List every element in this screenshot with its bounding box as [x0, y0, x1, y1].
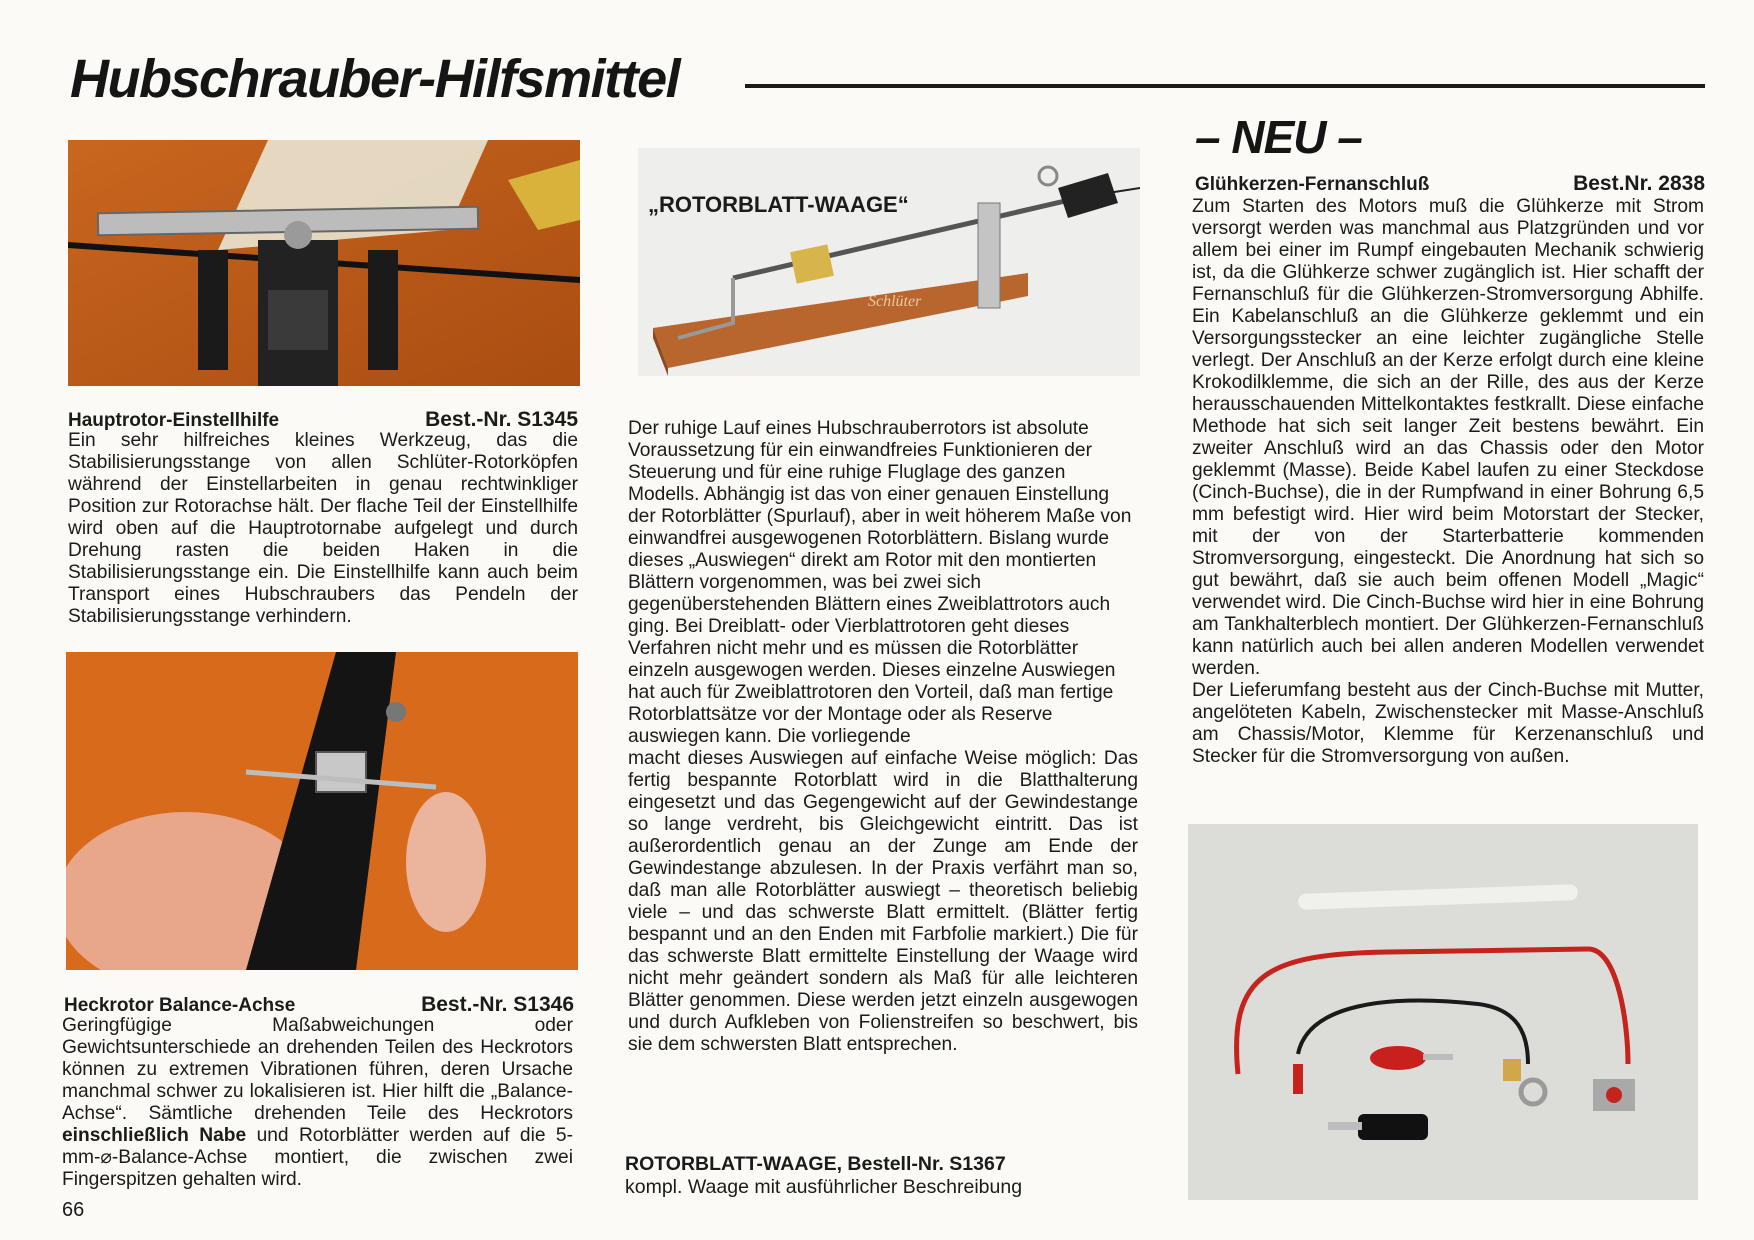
waage-description: Der ruhige Lauf eines Hubschrauberrotors ist absolute Voraussetzung für ein einwandfreies Funktionieren der Steuerung und für eine ruhige Fluglage des ganzen Modells. Abhängig ist das von einer genauen Einstellung der Rotorblätter (Spurlauf), aber in weit höherem Maße von einwandfrei ausgewogenen Rotorblättern. Bislang wurde dieses „Auswiegen“ direkt am Rotor mit den montierten Blättern vorgenommen, was bei zwei sich gegenüberstehenden Blättern eines Zweiblattrotors auch ging. Bei Dreiblatt- oder Vierblattrotoren geht dieses Verfahren nicht mehr und es müssen die Rotorblätter einzeln ausgewogen werden. Dieses einzelne Auswiegen hat auch für Zweiblattrotoren den Vorteil, daß man fertige Rotorblattsätze vor der Montage oder als Reserve auswiegen kann. Die vorliegende macht dieses Auswiegen auf einfache Weise möglich: Das fertig bespannte Rotorblatt wird in die Blatthalterung eingesetzt und das Gegengewicht auf der Gewindestange so lange verdreht, bis Gleichgewicht eintritt. Das ist außerordentlich genau an der Zunge am Ende der Gewindestange abzulesen. In der Praxis verfährt man so, daß man alle Rotorblätter auswiegt – theoretisch beliebig viele – und das schwerste Blatt ermittelt. (Blätter fertig bespannt und an den Enden mit Farbfolie markiert.) Die für das schwerste Blatt ermittelte Einstellung der Waage wird nicht mehr geändert sondern als Maß für alle leichteren Blätter genommen. Diese werden jetzt einzeln ausgewogen und durch Aufkleben von Folienstreifen so beschwert, bis sie dem schwersten Blatt entsprechen.: [628, 418, 1138, 1055]
waage-brand-label: Schlüter: [868, 293, 922, 310]
photo-heckrotor-balance-achse: [66, 652, 578, 970]
product-name: Hauptrotor-Einstellhilfe: [68, 410, 280, 431]
waage-order-desc: kompl. Waage mit ausführlicher Beschreibung: [625, 1176, 1023, 1198]
photo-gluehkerzen-fernanschluss: [1188, 824, 1698, 1200]
product-name: Heckrotor Balance-Achse: [64, 995, 296, 1016]
order-number: Best.-Nr. S1346: [421, 993, 574, 1016]
waage-photo-label: „ROTORBLATT-WAAGE“: [648, 192, 909, 217]
waage-order-line: ROTORBLATT-WAAGE, Bestell-Nr. S1367: [625, 1153, 1006, 1175]
gluehkerzen-description: Zum Starten des Motors muß die Glühkerze mit Strom versorgt werden was manchmal aus Platzgründen und vor allem bei einer im Rumpf eingebauten Mechanik schwierig ist, da die Glühkerze schwer zugänglich ist. Hier schafft der Fernanschluß für die Glühkerzen-Stromversorgung Abhilfe. Ein Kabelanschluß an die Glühkerze geklemmt und ein Versorgungsstecker an eine leichter zugängliche Stelle verlegt. Der Anschluß an der Kerze erfolgt durch eine kleine Krokodilklemme, die sich an der Rille, des aus der Kerze herausschauenden Mittelkontaktes festkrallt. Diese einfache Methode hat sich seit langer Zeit bestens bewährt. Ein zweiter Anschluß wird an das Chassis oder den Motor geklemmt (Masse). Beide Kabel laufen zu einer Steckdose (Cinch-Buchse), die in der Rumpfwand in einer Bohrung 6,5 mm befestigt wird. Hier wird beim Motorstart der Stecker, mit der von der Starterbatterie kommenden Stromversorgung, eingesteckt. Die Anordnung hat sich so gut bewährt, daß sie auch beim offenen Modell „Magic“ verwendet wird. Die Cinch-Buchse wird hier in eine Bohrung am Tankhalterblech montiert. Der Glühkerzen-Fernanschluß kann natürlich auch bei allen anderen Modellen verwendet werden. Der Lieferumfang besteht aus der Cinch-Buchse mit Mutter, angelöteten Kabeln, Zwischenstecker mit Masse-Anschluß am Chassis/Motor, Klemme für Kerzenanschluß und Stecker für die Stromversorgung von außen.: [1192, 196, 1704, 767]
page-title: Hubschrauber-Hilfsmittel: [70, 49, 680, 109]
page-number: 66: [62, 1199, 85, 1221]
product-header-hauptrotor: [68, 408, 578, 432]
order-number: Best.Nr. 2838: [1573, 172, 1705, 195]
product-description-heckrotor: Geringfügige Maßabweichungen oder Gewichtsunterschiede an drehenden Teilen des Heckrotors können zu extremen Vibrationen führen, deren Ursache manchmal schwer zu lokalisieren ist. Hier hilft die „Balance-Achse“. Sämtliche drehenden Teile des Heckrotors einschließlich Nabe und Rotorblätter werden auf die 5-mm-⌀-Balance-Achse montiert, die zwischen zwei Fingerspitzen gehalten wird.: [62, 1015, 573, 1190]
product-description-hauptrotor: Ein sehr hilfreiches kleines Werkzeug, das die Stabilisierungsstange von allen Schlüter-Rotorköpfen während der Einstellarbeiten in genau rechtwinkliger Position zur Rotorachse hält. Der flache Teil der Einstellhilfe wird oben auf die Hauptrotornabe aufgelegt und durch Drehung rasten die beiden Haken in die Stabilisierungsstange ein. Die Einstellhilfe kann auch beim Transport eines Hubschraubers das Pendeln der Stabilisierungsstange verhindern.: [68, 430, 578, 627]
order-number: Best.-Nr. S1345: [425, 408, 578, 431]
photo-rotorblatt-waage: [638, 148, 1140, 376]
product-header-heckrotor: [64, 993, 574, 1017]
photo-hauptrotor-einstellhilfe: [68, 140, 580, 386]
neu-label: – NEU –: [1195, 111, 1362, 163]
product-name: Glühkerzen-Fernanschluß: [1195, 174, 1430, 195]
title-rule: [745, 84, 1705, 88]
product-header-gluehkerzen: [1195, 172, 1705, 196]
waage-order-info: [625, 1153, 1022, 1199]
